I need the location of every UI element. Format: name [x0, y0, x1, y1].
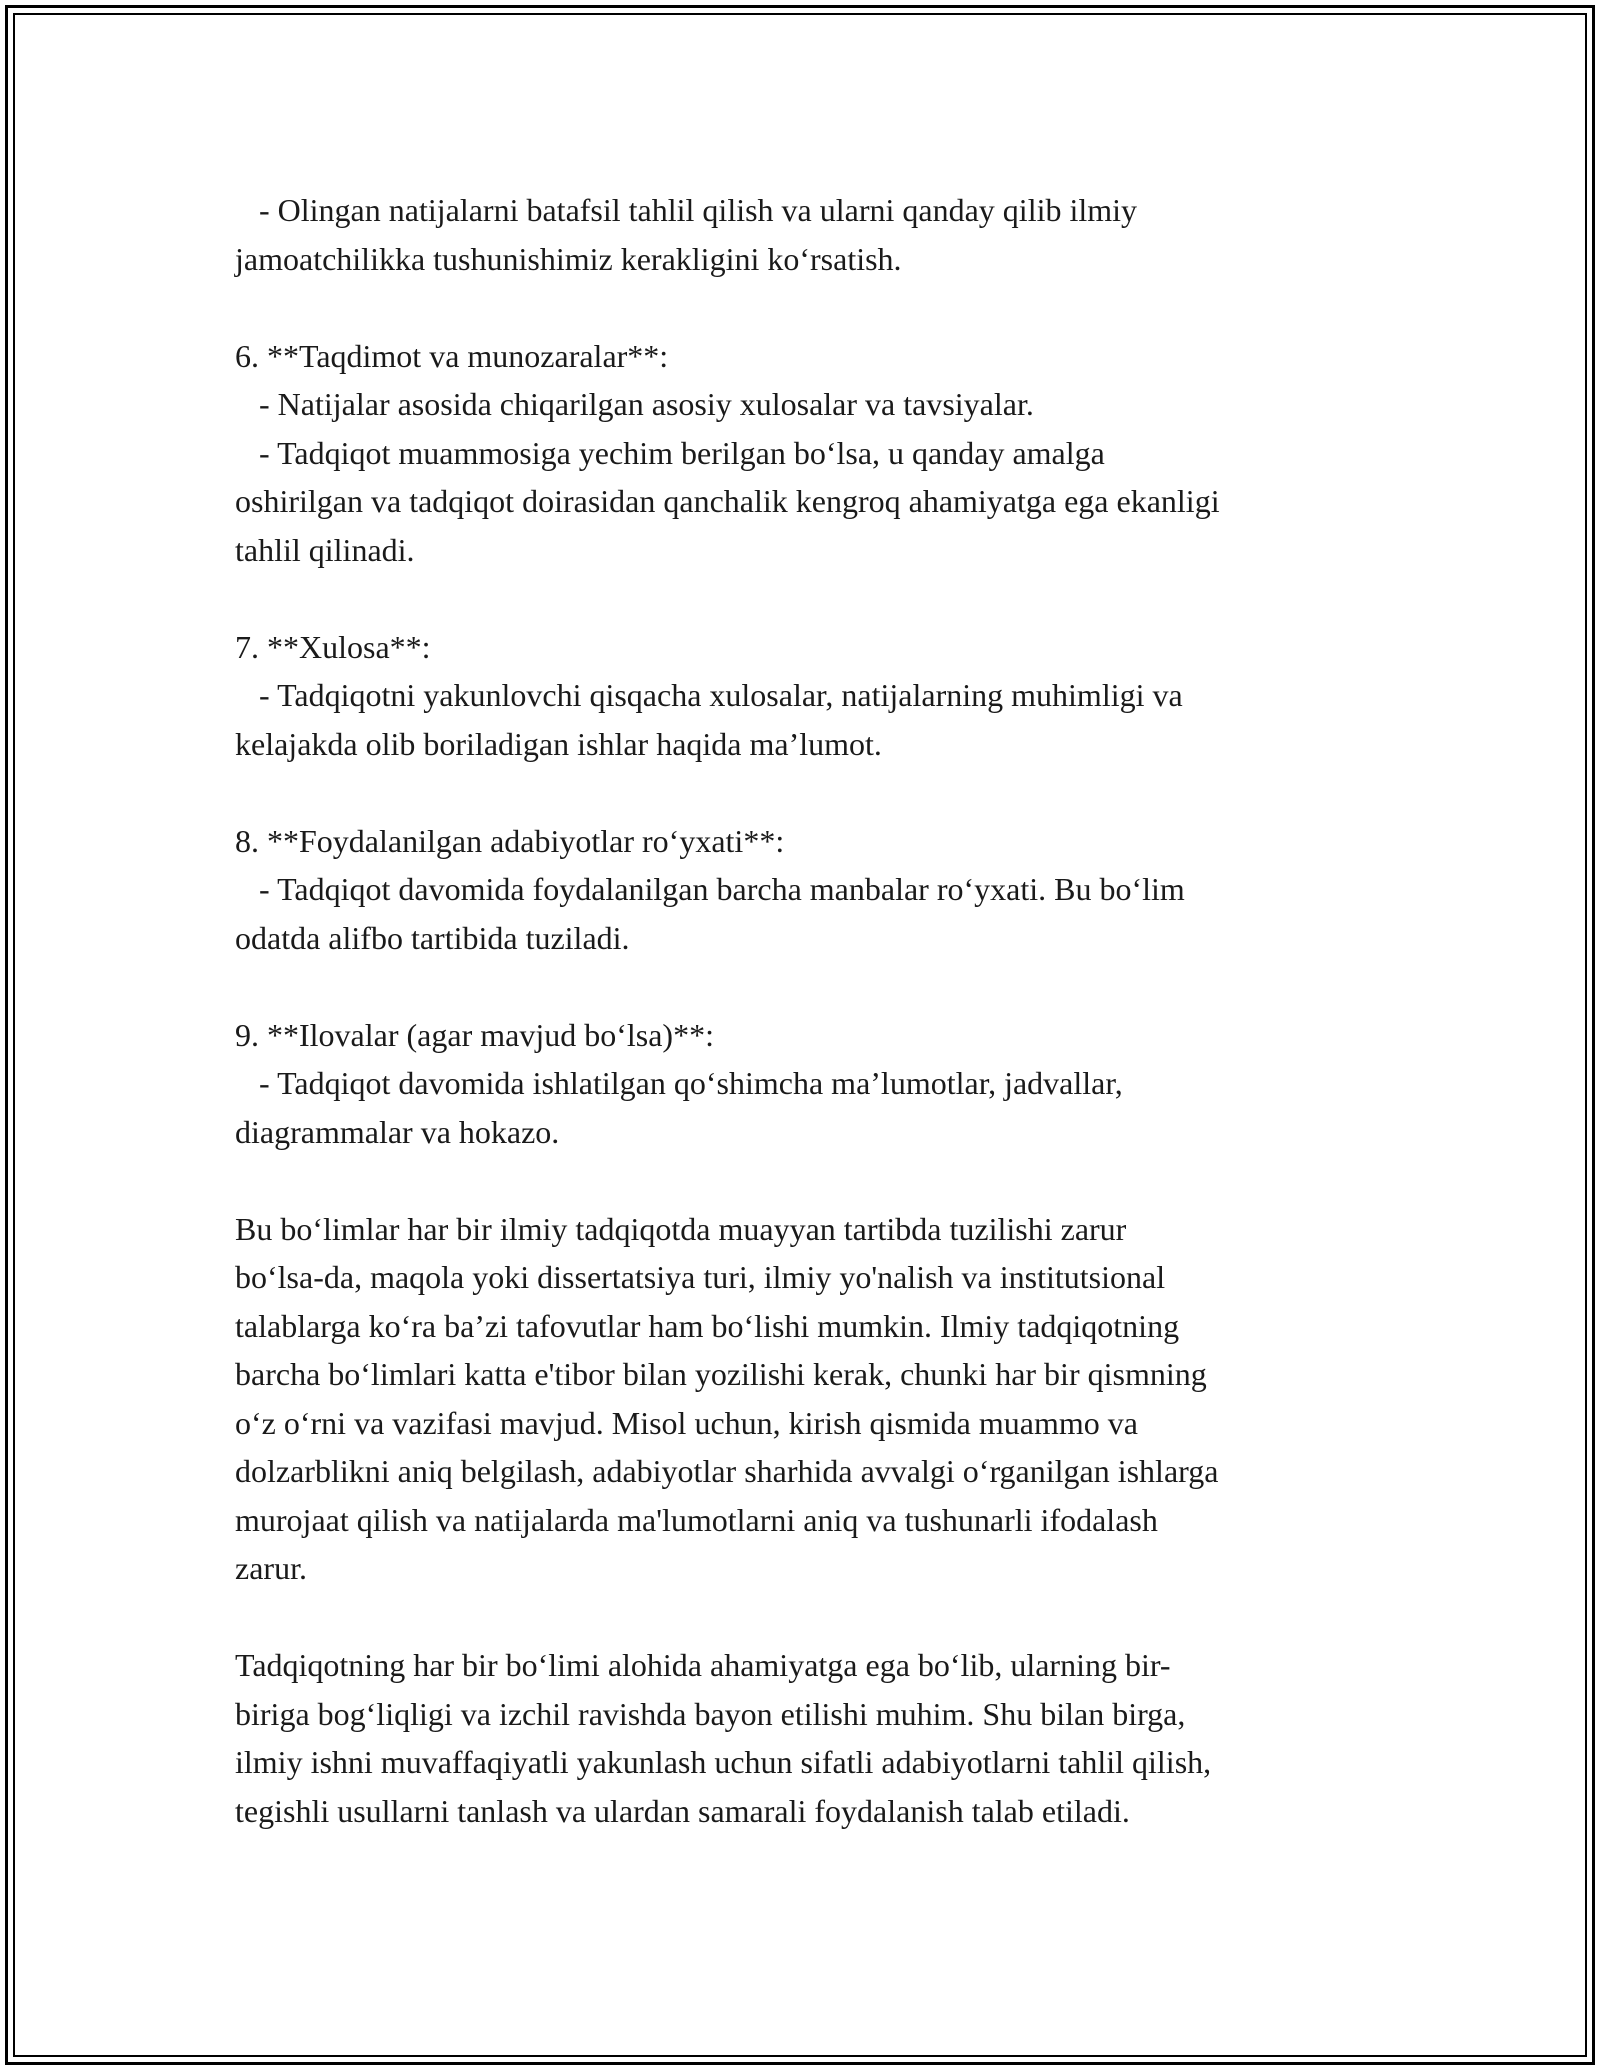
text-line: zarur. — [235, 1550, 307, 1586]
section-7-conclusion — [235, 623, 1385, 769]
text-line: tegishli usullarni tanlash va ulardan samarali foydalanish talab etiladi. — [235, 1792, 1130, 1829]
text-line: Tadqiqotning har bir bo‘limi alohida ahamiyatga ega bo‘lib, ularning bir- — [235, 1647, 1171, 1683]
section-8-references — [235, 817, 1385, 963]
section-heading: 6. **Taqdimot va munozaralar**: — [235, 337, 669, 374]
paragraph-spacer — [235, 283, 1385, 332]
text-line: Bu bo‘limlar har bir ilmiy tadqiqotda muayyan tartibda tuzilishi zarur — [235, 1210, 1127, 1247]
text-line: bo‘lsa-da, maqola yoki dissertatsiya turi, ilmiy yo'nalish va institutsional — [235, 1259, 1166, 1295]
text-line: barcha bo‘limlari katta e'tibor bilan yozilishi kerak, chunki har bir qismning — [235, 1356, 1207, 1392]
text-line: ilmiy ishni muvaffaqiyatli yakunlash uchun sifatli adabiyotlarni tahlil qilish, — [235, 1744, 1212, 1780]
text-line: murojaat qilish va natijalarda ma'lumotlarni aniq va tushunarli ifodalash — [235, 1501, 1158, 1538]
text-line: - Natijalar asosida chiqarilgan asosiy xulosalar va tavsiyalar. — [235, 386, 1034, 422]
text-line: - Tadqiqot davomida foydalanilgan barcha manbalar ro‘yxati. Bu bo‘lim — [235, 871, 1185, 907]
text-line: kelajakda olib boriladigan ishlar haqida ma’lumot. — [235, 725, 882, 762]
paragraph-spacer — [235, 1593, 1385, 1642]
paragraph-closing — [235, 1641, 1385, 1835]
text-line: talablarga ko‘ra ba’zi tafovutlar ham bo‘lishi mumkin. Ilmiy tadqiqotning — [235, 1307, 1180, 1344]
text-line: dolzarblikni aniq belgilash, adabiyotlar sharhida avvalgi o‘rganilgan ishlarga — [235, 1453, 1219, 1489]
text-line: oshirilgan va tadqiqot doirasidan qanchalik kengroq ahamiyatga ega ekanligi — [235, 483, 1220, 519]
section-6-presentation-discussion — [235, 332, 1385, 575]
text-line: - Olingan natijalarni batafsil tahlil qilish va ularni qanday qilib ilmiy — [235, 192, 1138, 228]
section-heading: 7. **Xulosa**: — [235, 628, 431, 665]
paragraph-results-continued — [235, 186, 1385, 283]
text-line: o‘z o‘rni va vazifasi mavjud. Misol uchun, kirish qismida muammo va — [235, 1404, 1138, 1441]
text-line: - Tadqiqot muammosiga yechim berilgan bo‘lsa, u qanday amalga — [235, 434, 1105, 471]
paragraph-spacer — [235, 962, 1385, 1011]
document-body — [235, 186, 1385, 1835]
text-line: - Tadqiqotni yakunlovchi qisqacha xulosalar, natijalarning muhimligi va — [235, 677, 1183, 713]
paragraph-spacer — [235, 574, 1385, 623]
text-line: jamoatchilikka tushunishimiz kerakligini ko‘rsatish. — [235, 240, 902, 277]
text-line: odatda alifbo tartibida tuziladi. — [235, 919, 630, 956]
text-line: diagrammalar va hokazo. — [235, 1113, 560, 1150]
paragraph-spacer — [235, 1156, 1385, 1205]
text-line: - Tadqiqot davomida ishlatilgan qo‘shimcha ma’lumotlar, jadvallar, — [235, 1065, 1123, 1101]
text-line: tahlil qilinadi. — [235, 531, 415, 568]
paragraph-sections-order — [235, 1205, 1385, 1593]
text-line: biriga bog‘liqligi va izchil ravishda bayon etilishi muhim. Shu bilan birga, — [235, 1695, 1186, 1732]
section-heading: 9. **Ilovalar (agar mavjud bo‘lsa)**: — [235, 1016, 714, 1053]
section-9-appendices — [235, 1011, 1385, 1157]
section-heading: 8. **Foydalanilgan adabiyotlar ro‘yxati**: — [235, 822, 785, 859]
paragraph-spacer — [235, 768, 1385, 817]
